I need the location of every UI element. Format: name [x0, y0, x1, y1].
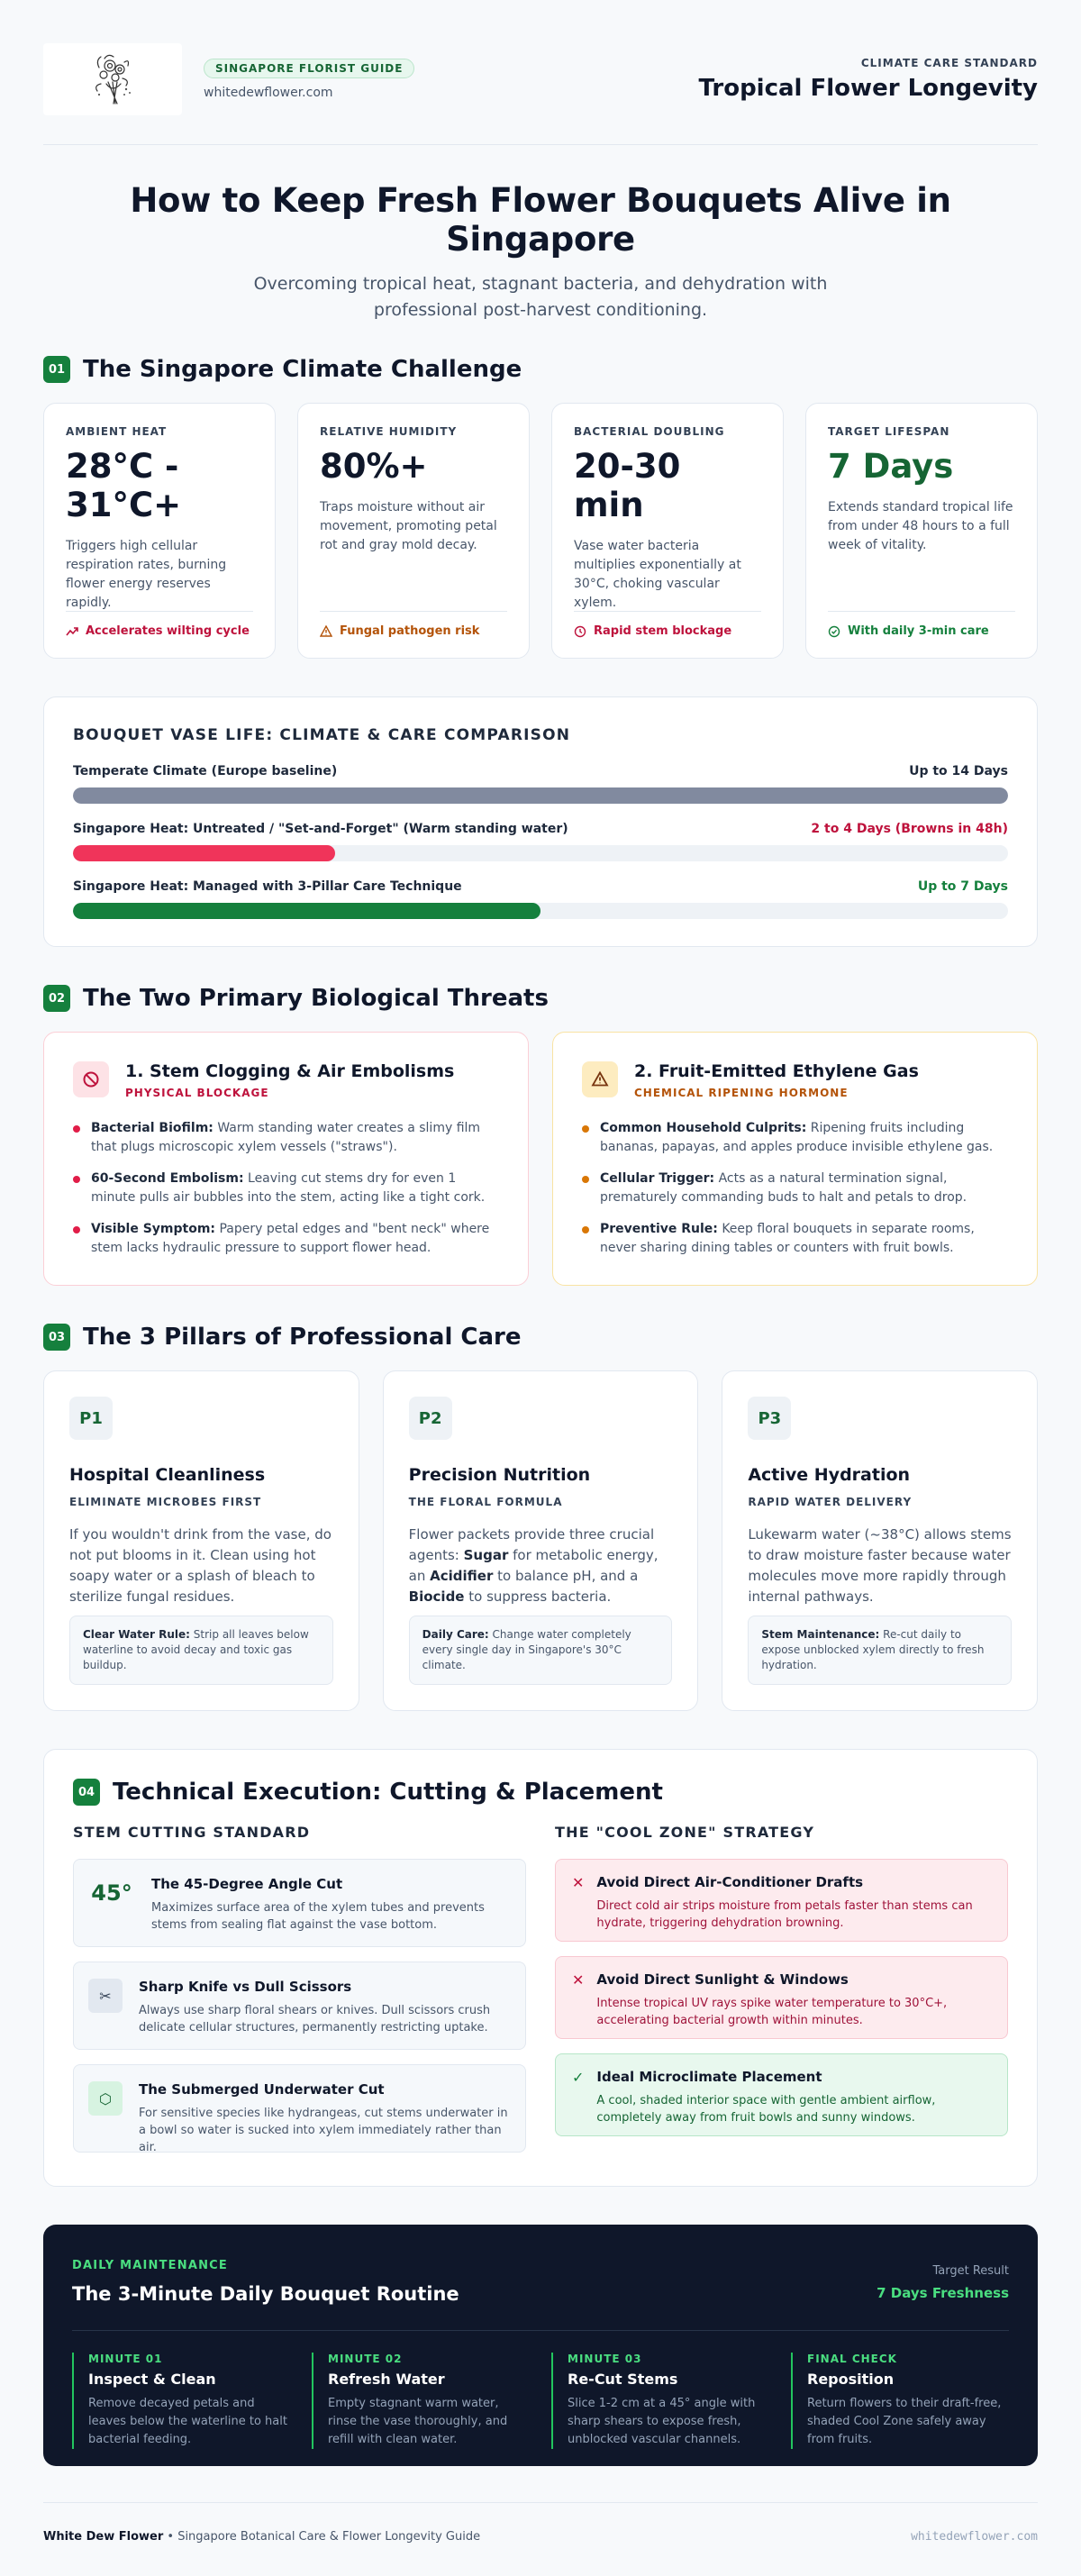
- step-desc: Empty stagnant warm water, rinse the vase thoroughly, and refill with clean water.: [328, 2397, 508, 2446]
- comparison-bar: [73, 903, 540, 919]
- pillar-title: Precision Nutrition: [408, 1465, 591, 1485]
- pillar-desc: If you wouldn't drink from the vase, do not put blooms in it. Clean using hot soapy water or a splash of bleach to sterilize fungal residues.: [69, 1526, 332, 1605]
- section-number: 01: [43, 356, 70, 383]
- stat-footer-text: Rapid stem blockage: [594, 624, 732, 638]
- section-heading: The Singapore Climate Challenge: [83, 356, 522, 383]
- hero: [43, 145, 1038, 356]
- section-number: 04: [73, 1779, 100, 1806]
- daily-title: The 3-Minute Daily Bouquet Routine: [72, 2283, 459, 2305]
- stat-footer-text: Accelerates wilting cycle: [86, 624, 250, 638]
- pillar-card-nutrition: [383, 1370, 699, 1711]
- pillar-note: Clear Water Rule: Strip all leaves below waterline to avoid decay and toxic gas buildup.: [69, 1616, 333, 1685]
- section-title-pillars: [43, 1324, 1038, 1351]
- section-heading: The 3 Pillars of Professional Care: [83, 1324, 522, 1351]
- pillar-desc: Flower packets provide three crucial agents: Sugar for metabolic energy, an Acidifier to balance pH, and a Biocide to suppress bacteria.: [408, 1526, 659, 1605]
- close-icon: ✕: [572, 1874, 585, 1891]
- header-title: Tropical Flower Longevity: [698, 75, 1038, 102]
- comparison-track: [73, 903, 1008, 919]
- comparison-label: Singapore Heat: Untreated / "Set-and-Forget" (Warm standing water): [73, 822, 568, 836]
- comparison-row: [73, 879, 1008, 919]
- pillar-badge: P1: [69, 1397, 113, 1440]
- cut-item-angle: [73, 1859, 526, 1947]
- list-item: Cellular Trigger: Acts as a natural termination signal, prematurely commanding buds to halt and petals to drop.: [582, 1170, 1008, 1207]
- footer-brand: White Dew Flower: [43, 2530, 164, 2544]
- step-title: Inspect & Clean: [88, 2371, 216, 2388]
- header-right: [699, 57, 1039, 102]
- close-icon: ✕: [572, 1971, 585, 1989]
- threat-card-stem-clogging: [43, 1032, 529, 1286]
- logo[interactable]: [43, 43, 182, 115]
- stat-card-heat: [43, 403, 276, 659]
- comparison-label: Temperate Climate (Europe baseline): [73, 764, 338, 778]
- pillar-subtitle: ELIMINATE MICROBES FIRST: [69, 1496, 262, 1508]
- step-desc: Slice 1-2 cm at a 45° angle with sharp shears to expose fresh, unblocked vascular channels.: [568, 2397, 756, 2446]
- page-title: How to Keep Fresh Flower Bouquets Alive in Singapore: [130, 181, 951, 259]
- pillar-title: Active Hydration: [748, 1465, 911, 1485]
- step-title: Refresh Water: [328, 2371, 445, 2388]
- pillar-subtitle: THE FLORAL FORMULA: [408, 1496, 563, 1508]
- stat-footer: [828, 611, 1015, 638]
- cut-desc: For sensitive species like hydrangeas, cut stems underwater in a bowl so water is sucked into xylem immediately rather than air.: [139, 2107, 508, 2154]
- stat-desc: Traps moisture without air movement, promoting petal rot and gray mold decay.: [320, 500, 497, 552]
- stat-card-humidity: [297, 403, 530, 659]
- cut-title: The 45-Degree Angle Cut: [151, 1876, 343, 1892]
- threats: [43, 1032, 1038, 1286]
- step-desc: Remove decayed petals and leaves below the waterline to halt bacterial feeding.: [88, 2397, 287, 2446]
- pillar-badge: P2: [409, 1397, 452, 1440]
- comparison-track: [73, 845, 1008, 861]
- zone-item-ac: [555, 1859, 1008, 1942]
- threat-subtitle: PHYSICAL BLOCKAGE: [125, 1087, 269, 1099]
- zone-item-ideal: [555, 2053, 1008, 2136]
- threat-subtitle: CHEMICAL RIPENING HORMONE: [634, 1087, 849, 1099]
- stat-label: TARGET LIFESPAN: [828, 425, 950, 438]
- threat-title: 1. Stem Clogging & Air Embolisms: [125, 1061, 455, 1081]
- cut-desc: Always use sharp floral shears or knives. Dull scissors crush delicate cellular structures, permanently restricting uptake.: [139, 2004, 491, 2034]
- stat-card-lifespan: [805, 403, 1038, 659]
- footer-tagline: • Singapore Botanical Care & Flower Longevity Guide: [163, 2530, 481, 2544]
- warning-icon: [582, 1061, 618, 1097]
- step-minute: MINUTE 01: [88, 2353, 163, 2365]
- stat-footer: [574, 611, 761, 638]
- footer: [43, 2502, 1038, 2571]
- comparison-track: [73, 787, 1008, 804]
- guide-badge: SINGAPORE FLORIST GUIDE: [204, 59, 414, 78]
- pillars: [43, 1370, 1038, 1711]
- stat-card-bacteria: [551, 403, 784, 659]
- pillar-note: Stem Maintenance: Re-cut daily to expose unblocked xylem directly to fresh hydration.: [748, 1616, 1012, 1685]
- column-title: STEM CUTTING STANDARD: [73, 1824, 311, 1841]
- pillar-desc: Lukewarm water (~38°C) allows stems to draw moisture faster because water molecules move more rapidly through internal pathways.: [748, 1526, 1012, 1605]
- step-minute: MINUTE 03: [568, 2353, 642, 2365]
- stat-value: 80%+: [320, 447, 428, 486]
- target-label: Target Result: [932, 2264, 1009, 2278]
- stat-desc: Extends standard tropical life from under 48 hours to a full week of vitality.: [828, 500, 1013, 552]
- zone-title: Avoid Direct Sunlight & Windows: [596, 1971, 849, 1988]
- brand-text: [204, 59, 414, 100]
- angle-icon: 45°: [91, 1880, 132, 1906]
- clock-icon: [574, 625, 586, 638]
- cut-desc: Maximizes surface area of the xylem tubes and prevents stems from sealing flat against the vase bottom.: [151, 1901, 485, 1932]
- warning-icon: [320, 625, 332, 638]
- section-title-threats: [43, 985, 1038, 1012]
- cut-title: Sharp Knife vs Dull Scissors: [139, 1979, 352, 1995]
- section-heading: The Two Primary Biological Threats: [83, 985, 549, 1012]
- trend-up-icon: [66, 625, 78, 638]
- stat-value: 28°C - 31°C+: [66, 447, 182, 524]
- comparison-row: [73, 764, 1008, 804]
- step-title: Re-Cut Stems: [568, 2371, 678, 2388]
- pillar-subtitle: RAPID WATER DELIVERY: [748, 1496, 913, 1508]
- threat-card-ethylene: [552, 1032, 1038, 1286]
- section-heading: Technical Execution: Cutting & Placement: [113, 1779, 663, 1806]
- cut-item-knife: [73, 1962, 526, 2050]
- page-subtitle: Overcoming tropical heat, stagnant bacteria, and dehydration with professional post-harvest conditioning.: [253, 274, 828, 320]
- stem-cutting-column: [73, 1824, 526, 2167]
- pillar-card-cleanliness: [43, 1370, 359, 1711]
- stat-footer: [320, 611, 507, 638]
- list-item: Preventive Rule: Keep floral bouquets in separate rooms, never sharing dining tables or counters with fruit bowls.: [582, 1220, 1008, 1258]
- site-domain[interactable]: whitedewflower.com: [204, 86, 333, 100]
- brand: [43, 43, 414, 115]
- routine-steps: [72, 2353, 1009, 2449]
- stat-label: AMBIENT HEAT: [66, 425, 168, 438]
- list-item: Visible Symptom: Papery petal edges and "bent neck" where stem lacks hydraulic pressure to support flower head.: [73, 1220, 499, 1258]
- comparison-row: [73, 822, 1008, 861]
- technical-execution: [43, 1749, 1038, 2187]
- zone-item-sunlight: [555, 1956, 1008, 2039]
- check-icon: ✓: [572, 2069, 585, 2086]
- cube-icon: ⬡: [88, 2081, 123, 2116]
- comparison-bar: [73, 787, 1008, 804]
- comparison-value: Up to 7 Days: [917, 879, 1008, 894]
- pillar-note: Daily Care: Change water completely every single day in Singapore's 30°C climate.: [409, 1616, 673, 1685]
- section-number: 03: [43, 1324, 70, 1351]
- pillar-title: Hospital Cleanliness: [69, 1465, 266, 1485]
- daily-kicker: DAILY MAINTENANCE: [72, 2259, 228, 2272]
- list-item: Common Household Culprits: Ripening fruits including bananas, papayas, and apples produce invisible ethylene gas.: [582, 1119, 1008, 1157]
- cut-item-underwater: [73, 2064, 526, 2153]
- daily-routine: [43, 2225, 1038, 2466]
- comparison-bar: [73, 845, 335, 861]
- column-title: THE "COOL ZONE" STRATEGY: [555, 1824, 815, 1841]
- step-minute: MINUTE 02: [328, 2353, 403, 2365]
- stat-value: 7 Days: [828, 447, 954, 486]
- step-title: Reposition: [807, 2371, 895, 2388]
- stat-label: BACTERIAL DOUBLING: [574, 425, 725, 438]
- cool-zone-column: [555, 1824, 1008, 2167]
- scissors-icon: ✂: [88, 1979, 123, 2013]
- threat-title: 2. Fruit-Emitted Ethylene Gas: [634, 1061, 919, 1081]
- comparison-title: BOUQUET VASE LIFE: CLIMATE & CARE COMPARISON: [73, 726, 571, 744]
- footer-domain[interactable]: whitedewflower.com: [911, 2530, 1038, 2544]
- list-item: 60-Second Embolism: Leaving cut stems dry for even 1 minute pulls air bubbles into the stem, acting like a tight cork.: [73, 1170, 499, 1207]
- comparison-value: Up to 14 Days: [909, 764, 1008, 778]
- list-item: Bacterial Biofilm: Warm standing water creates a slimy film that plugs microscopic xylem vessels ("straws").: [73, 1119, 499, 1157]
- header: [43, 43, 1038, 145]
- routine-step: [551, 2353, 769, 2449]
- pillar-card-hydration: [722, 1370, 1038, 1711]
- check-circle-icon: [828, 625, 840, 638]
- step-minute: FINAL CHECK: [807, 2353, 897, 2365]
- climate-stats: [43, 403, 1038, 659]
- stat-label: RELATIVE HUMIDITY: [320, 425, 458, 438]
- stat-desc: Vase water bacteria multiplies exponentially at 30°C, choking vascular xylem.: [574, 539, 741, 610]
- stat-desc: Triggers high cellular respiration rates, burning flower energy reserves rapidly.: [66, 539, 227, 610]
- zone-title: Ideal Microclimate Placement: [596, 2069, 822, 2085]
- zone-desc: A cool, shaded interior space with gentle ambient airflow, completely away from fruit bowls and sunny windows.: [596, 2094, 936, 2125]
- zone-desc: Intense tropical UV rays spike water temperature to 30°C+, accelerating bacterial growth within minutes.: [596, 1997, 948, 2027]
- step-desc: Return flowers to their draft-free, shaded Cool Zone safely away from fruits.: [807, 2397, 1002, 2446]
- zone-desc: Direct cold air strips moisture from petals faster than stems can hydrate, triggering dehydration browning.: [596, 1899, 973, 1930]
- routine-step: [312, 2353, 530, 2449]
- no-entry-icon: [73, 1061, 109, 1097]
- stat-footer-text: With daily 3-min care: [848, 624, 989, 638]
- routine-step: [791, 2353, 1009, 2449]
- comparison-label: Singapore Heat: Managed with 3-Pillar Care Technique: [73, 879, 462, 894]
- zone-title: Avoid Direct Air-Conditioner Drafts: [596, 1874, 864, 1890]
- comparison-value: 2 to 4 Days (Browns in 48h): [811, 822, 1008, 836]
- target-value: 7 Days Freshness: [877, 2285, 1009, 2301]
- section-title-climate: [43, 356, 1038, 383]
- stat-footer-text: Fungal pathogen risk: [340, 624, 480, 638]
- header-kicker: CLIMATE CARE STANDARD: [860, 57, 1038, 69]
- stat-value: 20-30 min: [574, 447, 681, 524]
- bouquet-logo-icon: [81, 48, 144, 111]
- vase-life-comparison: [43, 696, 1038, 947]
- pillar-badge: P3: [748, 1397, 791, 1440]
- cut-title: The Submerged Underwater Cut: [139, 2081, 385, 2098]
- stat-footer: [66, 611, 253, 638]
- routine-step: [72, 2353, 290, 2449]
- section-number: 02: [43, 985, 70, 1012]
- section-title-execution: [73, 1779, 1008, 1806]
